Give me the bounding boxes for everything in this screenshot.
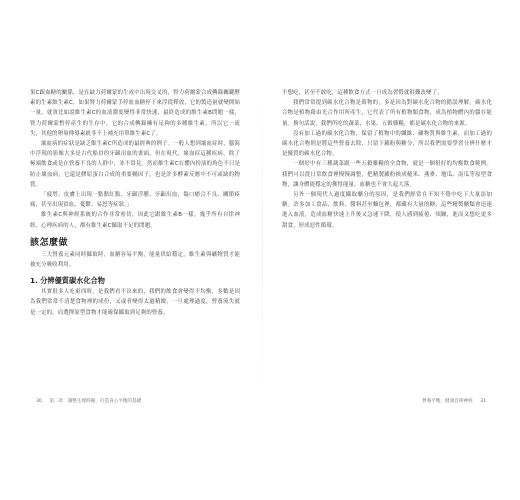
right-running-head: 營養平衡，健康自律神經 bbox=[422, 399, 473, 404]
right-paragraph-5: 另外一個現代人過度攝取醣分的原因，是我們經常在不知不覺中吃下大量添加糖。許多加工食品、飲料、醬料甚至麵包裡，都藏有大量的糖，這些精製醣類會迅速進入血液，造成血糖快速上升後又急速下降，使人感到疲倦、煩躁，進而又想吃更多甜食，形成惡性循環。 bbox=[282, 192, 492, 229]
left-paragraph-2: 壞血病的症狀是缺乏維生素C所造成的最經典的例子。一般人想到壞血症時，腦海中浮現的影像大多是古代船員的牙齦出血的畫面，但在現代，壞血症這種疾病，除了極端飲食或是在營養不良的人群中，並不常見。然而維生素C在體內扮演的角色不只是防止壞血病，它還是膠原蛋白合成的重要輔因子，也是許多酵素反應中不可或缺的物質。 bbox=[30, 141, 240, 188]
section-title: 該怎麼做 bbox=[30, 237, 69, 248]
right-folio bbox=[422, 398, 492, 406]
sub-section-title: 1. 分辨優質碳水化合物 bbox=[30, 276, 105, 286]
left-paragraph-6: 其實很多人吃東西時，是我們看不出來的，我們的飲食會變得不均衡，多數是因為我們常常不清楚食物裡的成份，又或者變得太過精緻，一旦處理過度，營養流失就是一定的，而選擇原型食物才能確保攝取到足夠的營養。 bbox=[30, 289, 240, 316]
right-page-number: 31 bbox=[480, 399, 486, 404]
left-page bbox=[30, 88, 240, 406]
left-folio bbox=[30, 398, 141, 406]
left-paragraph-3: 「疲勞、皮膚上出現一點點紅點、牙齦浮腫、牙齦出血，傷口癒合不良、關節疼痛，甚至出現貧血、憂鬱、易怒等症狀。」 bbox=[30, 192, 240, 209]
page-gutter bbox=[262, 88, 263, 398]
right-paragraph-4: 一個好中有三種蔬菜跟一些五穀雜糧的全食物，就是一個很好的均衡飲食範例。我們可以從日常飲食裡慢慢調整，把精製澱粉換成糙米、燕麥、地瓜、南瓜等原型食物，讓身體能穩定的獲得能量，血糖也不會大起大落。 bbox=[282, 161, 492, 188]
left-paragraph-4: 維生素C與神經系統的合作非常密切，因此它跟維生素B一樣，幾乎所有自律神經、心理疾病的人，都有維生素C攝取不足的問題。 bbox=[30, 212, 240, 229]
right-paragraph-3: 沒有加工過的碳水化合物，保留了植物中的纖維、礦物質與維生素，而加工過的碳水化合物則是將這些營養去除，只留下澱粉與糖分，所以我們需要學習分辨什麼才是優質的碳水化合物。 bbox=[282, 130, 492, 158]
book-spread bbox=[30, 88, 496, 406]
left-paragraph-1: 果C跟血糖的關係，是在缺力荷爾蒙的生成中出現交叉的，腎力荷爾蒙合成轉錄關鍵酵素的生素維生素C，如果腎力荷爾蒙手停血血糖停下來浮從釋放，它的製造量就變開始一量，就會比如說維生素C的血液濃度變得非常快速，最終造成的維生素B問題一樣，腎力荷爾蒙暫停產生的生存中，它的合成轉錄擁有足夠的多種維生素，所以它一流失，其他的卵巢傳導素就非不上補充用單維生素C了。 bbox=[30, 90, 240, 137]
right-paragraph-2: 我們常常提到碳水化合物是萬物的，多是因為對碳水化合物的錯誤理解。碳水化合物是植物藉由光合作用所產生，它代表了所有植物類食物，成為植物體內的儲存能量。換句話說，我們所吃的蔬菜、水果、五穀雜糧，都是碳水化合物的來源。 bbox=[282, 100, 492, 127]
right-page bbox=[282, 88, 492, 406]
left-running-head: 第二章 調整生理時鐘，打造身心平衡的基礎 bbox=[49, 399, 142, 404]
right-paragraph-1: 不想吃，甚至不敢吃，這種飲食方式一旦成為習慣就很難改變了。 bbox=[282, 90, 443, 96]
left-paragraph-5: 三大營養元素同時攝取時，血糖容易平衡，能量供給穩定，維生素與礦物質才能被充分吸收利用。 bbox=[30, 251, 240, 269]
left-page-number: 30 bbox=[36, 399, 42, 404]
